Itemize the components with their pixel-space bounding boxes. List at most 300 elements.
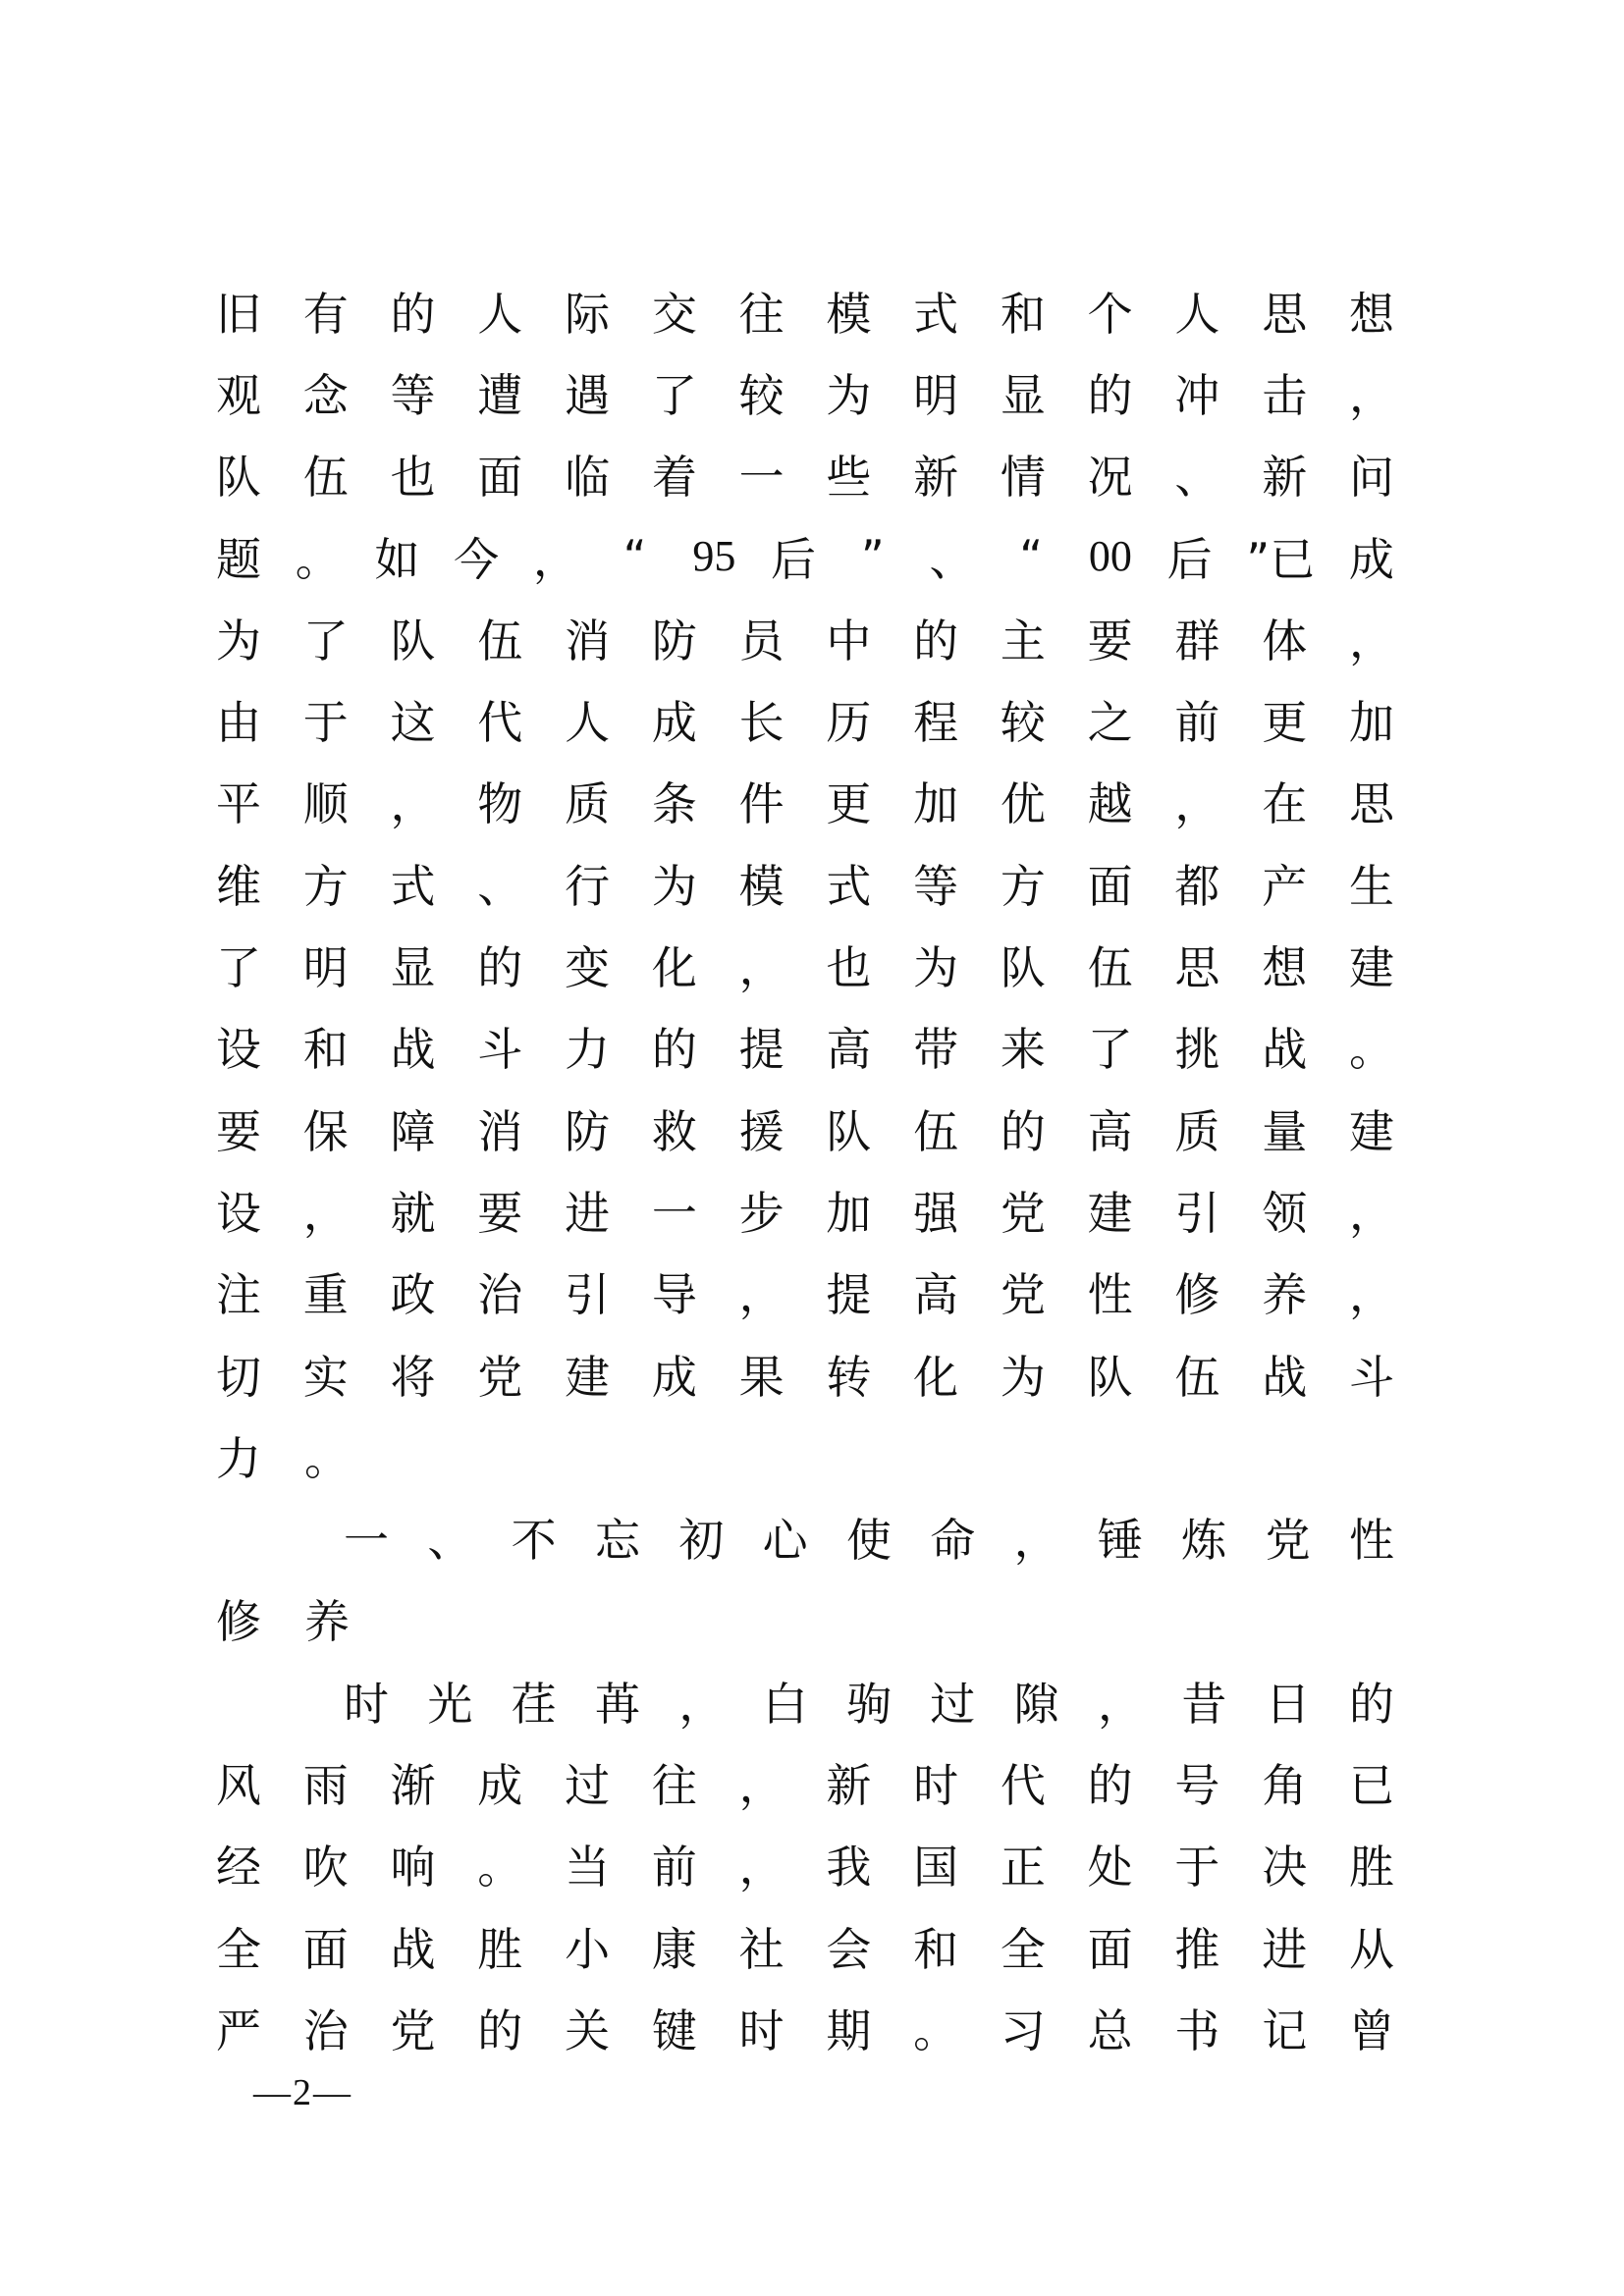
text-char: 政 bbox=[390, 1268, 436, 1322]
text-char: 着 bbox=[651, 451, 697, 505]
text-char: 面 bbox=[302, 1922, 349, 1976]
text-char: 模 bbox=[826, 287, 872, 341]
text-char: 建 bbox=[1348, 941, 1394, 995]
text-char: 战 bbox=[390, 1023, 436, 1077]
text-char: 些 bbox=[826, 451, 872, 505]
text-line bbox=[216, 1415, 1394, 1496]
text-char: 治 bbox=[477, 1268, 523, 1322]
text-char: 面 bbox=[477, 451, 523, 505]
text-char: 关 bbox=[565, 2003, 611, 2057]
text-char: 观 bbox=[216, 368, 261, 422]
text-char: 渐 bbox=[390, 1758, 436, 1812]
text-char: 队 bbox=[216, 451, 261, 505]
text-char: 人 bbox=[1174, 287, 1220, 341]
text-char: 也 bbox=[826, 941, 872, 995]
text-char: 和 bbox=[302, 1023, 349, 1077]
text-char: 的 bbox=[1000, 1104, 1046, 1158]
text-char: 了 bbox=[302, 614, 349, 667]
text-char: 吹 bbox=[302, 1841, 349, 1895]
text-char: 性 bbox=[1087, 1268, 1133, 1322]
text-char: 角 bbox=[1262, 1758, 1308, 1812]
text-char: 带 bbox=[913, 1023, 959, 1077]
text-char: ”已 bbox=[1246, 532, 1316, 586]
text-char: 忘 bbox=[594, 1514, 640, 1568]
text-line bbox=[216, 1006, 1394, 1088]
text-char: 号 bbox=[1174, 1758, 1220, 1812]
text-char: 引 bbox=[565, 1268, 611, 1322]
text-char: 变 bbox=[565, 941, 611, 995]
text-char: 强 bbox=[913, 1186, 959, 1240]
text-char: 式 bbox=[826, 859, 872, 913]
text-char: 情 bbox=[1000, 451, 1046, 505]
text-char: 和 bbox=[913, 1922, 959, 1976]
text-char: 决 bbox=[1262, 1841, 1308, 1895]
text-char: 明 bbox=[302, 941, 349, 995]
text-char: 炼 bbox=[1181, 1514, 1227, 1568]
body-text bbox=[216, 270, 1394, 2069]
text-char: 越 bbox=[1087, 777, 1133, 831]
text-char: 驹 bbox=[845, 1677, 892, 1731]
text-char: 维 bbox=[216, 859, 261, 913]
text-char: 的 bbox=[913, 614, 959, 667]
text-char: ， bbox=[532, 532, 578, 586]
text-char: 历 bbox=[826, 696, 872, 750]
text-char: 伍 bbox=[1087, 941, 1133, 995]
text-char: 了 bbox=[651, 368, 697, 422]
text-char: 都 bbox=[1174, 859, 1220, 913]
text-char: ， bbox=[390, 777, 436, 831]
text-char: 战 bbox=[1262, 1023, 1308, 1077]
text-char: 党 bbox=[1000, 1268, 1046, 1322]
text-char: ， bbox=[738, 941, 785, 995]
text-char: 记 bbox=[1262, 2003, 1308, 2057]
text-char: 键 bbox=[651, 2003, 697, 2057]
text-char: 人 bbox=[477, 287, 523, 341]
text-char: 就 bbox=[390, 1186, 436, 1240]
text-char: 的 bbox=[477, 941, 523, 995]
text-char: 书 bbox=[1174, 2003, 1220, 2057]
text-char: 养 bbox=[304, 1595, 350, 1649]
text-char: 战 bbox=[390, 1922, 436, 1976]
text-char: 显 bbox=[1000, 368, 1046, 422]
text-char: 国 bbox=[913, 1841, 959, 1895]
text-char: 面 bbox=[1087, 1922, 1133, 1976]
text-char: 条 bbox=[651, 777, 697, 831]
text-char: 件 bbox=[738, 777, 785, 831]
text-char: 新 bbox=[826, 1758, 872, 1812]
text-char: ， bbox=[678, 1677, 725, 1731]
text-char: 斗 bbox=[1348, 1350, 1394, 1404]
text-line bbox=[216, 597, 1394, 678]
text-char: 一 bbox=[651, 1186, 697, 1240]
text-char: ， bbox=[1348, 368, 1394, 422]
text-char: 社 bbox=[738, 1922, 785, 1976]
text-char: 果 bbox=[738, 1350, 785, 1404]
text-char: 胜 bbox=[477, 1922, 523, 1976]
text-line bbox=[216, 924, 1394, 1005]
text-char: 量 bbox=[1262, 1104, 1308, 1158]
text-char: 党 bbox=[390, 2003, 436, 2057]
text-line bbox=[216, 1905, 1394, 1987]
text-char: 员 bbox=[738, 614, 785, 667]
text-char: 时 bbox=[344, 1677, 389, 1731]
text-char: 建 bbox=[565, 1350, 611, 1404]
text-char: 设 bbox=[216, 1186, 261, 1240]
text-char: 问 bbox=[1348, 451, 1394, 505]
text-char: 等 bbox=[390, 368, 436, 422]
text-char: 于 bbox=[1174, 1841, 1220, 1895]
text-char: 过 bbox=[930, 1677, 976, 1731]
text-char: 的 bbox=[477, 2003, 523, 2057]
text-char: 习 bbox=[1000, 2003, 1046, 2057]
text-char: 代 bbox=[477, 696, 523, 750]
text-line bbox=[216, 1660, 1394, 1741]
text-char: 的 bbox=[1087, 368, 1133, 422]
text-char: 加 bbox=[913, 777, 959, 831]
text-char: 康 bbox=[651, 1922, 697, 1976]
text-char: 新 bbox=[1262, 451, 1308, 505]
text-char: 一 bbox=[738, 451, 785, 505]
text-char: 队 bbox=[826, 1104, 872, 1158]
text-char: 障 bbox=[390, 1104, 436, 1158]
text-char: 加 bbox=[826, 1186, 872, 1240]
page-number: —2— bbox=[253, 2072, 352, 2113]
text-char: ， bbox=[738, 1758, 785, 1812]
text-char: 时 bbox=[913, 1758, 959, 1812]
text-char: 今 bbox=[454, 532, 500, 586]
text-char: 、 bbox=[477, 859, 523, 913]
text-char: 后 bbox=[1166, 532, 1213, 586]
text-char: 个 bbox=[1087, 287, 1133, 341]
text-line bbox=[216, 270, 1394, 351]
text-char: 式 bbox=[913, 287, 959, 341]
text-char: 来 bbox=[1000, 1023, 1046, 1077]
text-char: 等 bbox=[913, 859, 959, 913]
text-char: 念 bbox=[302, 368, 349, 422]
text-char: 白 bbox=[762, 1677, 808, 1731]
text-char: 平 bbox=[216, 777, 261, 831]
text-char: 的 bbox=[651, 1023, 697, 1077]
text-char: 力 bbox=[565, 1023, 611, 1077]
text-char: 高 bbox=[826, 1023, 872, 1077]
text-char: ， bbox=[1348, 1268, 1394, 1322]
text-char: 小 bbox=[565, 1922, 611, 1976]
text-char: ， bbox=[1174, 777, 1220, 831]
text-char: 实 bbox=[302, 1350, 349, 1404]
text-char: 推 bbox=[1174, 1922, 1220, 1976]
text-char: ， bbox=[1013, 1514, 1059, 1568]
text-line bbox=[216, 1088, 1394, 1169]
text-char: 于 bbox=[302, 696, 349, 750]
text-line bbox=[216, 1252, 1394, 1333]
text-line bbox=[216, 1333, 1394, 1415]
text-char: 经 bbox=[216, 1841, 261, 1895]
text-char: 引 bbox=[1174, 1186, 1220, 1240]
text-char: 成 bbox=[1348, 532, 1394, 586]
text-char: 和 bbox=[1000, 287, 1046, 341]
text-char: ， bbox=[302, 1186, 349, 1240]
text-char: 高 bbox=[913, 1268, 959, 1322]
text-char: 战 bbox=[1262, 1350, 1308, 1404]
text-char: 转 bbox=[826, 1350, 872, 1404]
text-line bbox=[216, 1496, 1394, 1577]
text-char: 不 bbox=[511, 1514, 557, 1568]
text-char: 想 bbox=[1348, 287, 1394, 341]
text-char: 为 bbox=[826, 368, 872, 422]
text-char: 党 bbox=[477, 1350, 523, 1404]
text-char: 如 bbox=[374, 532, 420, 586]
text-char: 成 bbox=[477, 1758, 523, 1812]
text-char: 性 bbox=[1348, 1514, 1394, 1568]
text-char: 领 bbox=[1262, 1186, 1308, 1240]
text-char: 了 bbox=[1087, 1023, 1133, 1077]
text-char: 消 bbox=[565, 614, 611, 667]
text-char: 日 bbox=[1265, 1677, 1311, 1731]
text-char: 的 bbox=[390, 287, 436, 341]
text-char: 方 bbox=[1000, 859, 1046, 913]
text-char: 提 bbox=[738, 1023, 785, 1077]
text-char: ” bbox=[860, 529, 885, 583]
text-char: 注 bbox=[216, 1268, 261, 1322]
text-line bbox=[216, 1578, 1394, 1660]
text-char: 冲 bbox=[1174, 368, 1220, 422]
text-line bbox=[216, 1741, 1394, 1823]
text-char: 前 bbox=[1174, 696, 1220, 750]
text-char: 产 bbox=[1262, 859, 1308, 913]
text-char: 长 bbox=[738, 696, 785, 750]
text-line bbox=[216, 1169, 1394, 1251]
text-char: 风 bbox=[216, 1758, 261, 1812]
text-char: 优 bbox=[1000, 777, 1046, 831]
text-char: ， bbox=[1348, 1186, 1394, 1240]
text-char: 程 bbox=[913, 696, 959, 750]
text-char: 处 bbox=[1087, 1841, 1133, 1895]
text-char: 面 bbox=[1087, 859, 1133, 913]
text-char: 将 bbox=[390, 1350, 436, 1404]
text-char: 隙 bbox=[1013, 1677, 1059, 1731]
text-char: ， bbox=[738, 1841, 785, 1895]
text-char: 新 bbox=[913, 451, 959, 505]
text-char: 交 bbox=[651, 287, 697, 341]
text-char: “ bbox=[623, 529, 647, 583]
text-line bbox=[216, 678, 1394, 760]
text-char: 救 bbox=[651, 1104, 697, 1158]
text-char: 质 bbox=[565, 777, 611, 831]
text-char: 想 bbox=[1262, 941, 1308, 995]
text-char: 的 bbox=[1087, 1758, 1133, 1812]
text-char: 。 bbox=[295, 532, 341, 586]
text-char: 养 bbox=[1262, 1268, 1308, 1322]
text-char: 、 bbox=[427, 1514, 473, 1568]
text-char: 苒 bbox=[594, 1677, 640, 1731]
text-char: 化 bbox=[913, 1350, 959, 1404]
text-char: 这 bbox=[390, 696, 436, 750]
text-line bbox=[216, 351, 1394, 433]
text-char: 防 bbox=[651, 614, 697, 667]
text-char: 况 bbox=[1087, 451, 1133, 505]
text-char: 、 bbox=[1174, 451, 1220, 505]
text-char: 进 bbox=[1262, 1922, 1308, 1976]
text-char: 化 bbox=[651, 941, 697, 995]
text-char: 防 bbox=[565, 1104, 611, 1158]
text-char: 临 bbox=[565, 451, 611, 505]
text-char: 题 bbox=[216, 532, 261, 586]
text-char: 我 bbox=[826, 1841, 872, 1895]
text-char: ， bbox=[1348, 614, 1394, 667]
text-char: 要 bbox=[1087, 614, 1133, 667]
text-char: 伍 bbox=[477, 614, 523, 667]
text-char: 物 bbox=[477, 777, 523, 831]
text-char: 人 bbox=[565, 696, 611, 750]
text-char: 斗 bbox=[477, 1023, 523, 1077]
text-char: 使 bbox=[845, 1514, 892, 1568]
text-char: 式 bbox=[390, 859, 436, 913]
text-char: 严 bbox=[216, 2003, 261, 2057]
text-char: 了 bbox=[216, 941, 261, 995]
text-char: 加 bbox=[1348, 696, 1394, 750]
text-char: 际 bbox=[565, 287, 611, 341]
text-char: 修 bbox=[216, 1595, 261, 1649]
text-char: 要 bbox=[216, 1104, 261, 1158]
text-char: 全 bbox=[216, 1922, 261, 1976]
text-char: 雨 bbox=[302, 1758, 349, 1812]
text-char: 伍 bbox=[913, 1104, 959, 1158]
text-char: 援 bbox=[738, 1104, 785, 1158]
text-char: 党 bbox=[1000, 1186, 1046, 1240]
text-char: 过 bbox=[565, 1758, 611, 1812]
text-char: 。 bbox=[1348, 1023, 1394, 1077]
text-char: 顺 bbox=[302, 777, 349, 831]
text-char: 的 bbox=[1348, 1677, 1394, 1731]
text-char: 思 bbox=[1262, 287, 1308, 341]
text-char: “ bbox=[1019, 529, 1044, 583]
text-line bbox=[216, 1987, 1394, 2068]
text-line bbox=[216, 1824, 1394, 1905]
text-char: 锤 bbox=[1097, 1514, 1143, 1568]
text-char: 群 bbox=[1174, 614, 1220, 667]
text-char: 消 bbox=[477, 1104, 523, 1158]
text-char: 步 bbox=[738, 1186, 785, 1240]
text-char: 主 bbox=[1000, 614, 1046, 667]
text-char: 在 bbox=[1262, 777, 1308, 831]
text-char: 当 bbox=[565, 1841, 611, 1895]
text-char: 全 bbox=[1000, 1922, 1046, 1976]
text-char: 成 bbox=[651, 1350, 697, 1404]
text-char: 挑 bbox=[1174, 1023, 1220, 1077]
text-char: 总 bbox=[1087, 2003, 1133, 2057]
text-char: 模 bbox=[738, 859, 785, 913]
text-char: 。 bbox=[304, 1431, 350, 1485]
text-char: 昔 bbox=[1181, 1677, 1227, 1731]
text-char: 进 bbox=[565, 1186, 611, 1240]
text-char: 保 bbox=[302, 1104, 349, 1158]
text-char: 遭 bbox=[477, 368, 523, 422]
text-char: 光 bbox=[427, 1677, 473, 1731]
text-char: 。 bbox=[477, 1841, 523, 1895]
text-char: 已 bbox=[1348, 1758, 1394, 1812]
text-char: 建 bbox=[1087, 1186, 1133, 1240]
text-char: 导 bbox=[651, 1268, 697, 1322]
text-char: 要 bbox=[477, 1186, 523, 1240]
text-char: 伍 bbox=[1174, 1350, 1220, 1404]
text-char: 后 bbox=[771, 532, 817, 586]
text-char: 更 bbox=[826, 777, 872, 831]
text-char: 重 bbox=[302, 1268, 349, 1322]
text-char: 成 bbox=[651, 696, 697, 750]
text-char: 思 bbox=[1174, 941, 1220, 995]
text-line bbox=[216, 434, 1394, 515]
text-char: 建 bbox=[1348, 1104, 1394, 1158]
text-char: 力 bbox=[216, 1431, 261, 1485]
text-char: 前 bbox=[651, 1841, 697, 1895]
text-char: 生 bbox=[1348, 859, 1394, 913]
text-char: 显 bbox=[390, 941, 436, 995]
text-char: 治 bbox=[302, 2003, 349, 2057]
text-char: 期 bbox=[826, 2003, 872, 2057]
text-char: 修 bbox=[1174, 1268, 1220, 1322]
text-char: 为 bbox=[1000, 1350, 1046, 1404]
text-char: ， bbox=[1097, 1677, 1143, 1731]
text-char: 心 bbox=[762, 1514, 808, 1568]
text-char: 设 bbox=[216, 1023, 261, 1077]
text-char: 往 bbox=[738, 287, 785, 341]
text-char: 、 bbox=[929, 532, 975, 586]
text-char: 胜 bbox=[1348, 1841, 1394, 1895]
text-char: 党 bbox=[1265, 1514, 1311, 1568]
text-char: 有 bbox=[302, 287, 349, 341]
text-char: 行 bbox=[565, 859, 611, 913]
text-char: 00 bbox=[1088, 532, 1132, 581]
text-char: 一 bbox=[344, 1514, 389, 1568]
text-char: 思 bbox=[1348, 777, 1394, 831]
text-char: 队 bbox=[390, 614, 436, 667]
text-char: 质 bbox=[1174, 1104, 1220, 1158]
text-char: 切 bbox=[216, 1350, 261, 1404]
text-char: 由 bbox=[216, 696, 261, 750]
text-char: 响 bbox=[390, 1841, 436, 1895]
text-char: 也 bbox=[390, 451, 436, 505]
text-char: 更 bbox=[1262, 696, 1308, 750]
text-char: 会 bbox=[826, 1922, 872, 1976]
text-char: ， bbox=[738, 1268, 785, 1322]
text-char: 代 bbox=[1000, 1758, 1046, 1812]
text-char: 遇 bbox=[565, 368, 611, 422]
text-char: 时 bbox=[738, 2003, 785, 2057]
text-char: 明 bbox=[913, 368, 959, 422]
text-char: 击 bbox=[1262, 368, 1308, 422]
text-char: 曾 bbox=[1348, 2003, 1394, 2057]
text-char: 中 bbox=[826, 614, 872, 667]
text-line bbox=[216, 515, 1394, 597]
text-char: 荏 bbox=[511, 1677, 557, 1731]
text-char: 为 bbox=[651, 859, 697, 913]
text-char: 提 bbox=[826, 1268, 872, 1322]
text-char: 高 bbox=[1087, 1104, 1133, 1158]
text-char: 队 bbox=[1087, 1350, 1133, 1404]
text-char: 方 bbox=[302, 859, 349, 913]
text-line bbox=[216, 761, 1394, 842]
text-char: 从 bbox=[1348, 1922, 1394, 1976]
text-char: 较 bbox=[1000, 696, 1046, 750]
text-char: 较 bbox=[738, 368, 785, 422]
text-char: 命 bbox=[930, 1514, 976, 1568]
text-char: 之 bbox=[1087, 696, 1133, 750]
text-char: 队 bbox=[1000, 941, 1046, 995]
text-char: 为 bbox=[913, 941, 959, 995]
text-char: 往 bbox=[651, 1758, 697, 1812]
text-line bbox=[216, 842, 1394, 924]
text-char: 95 bbox=[692, 532, 736, 581]
